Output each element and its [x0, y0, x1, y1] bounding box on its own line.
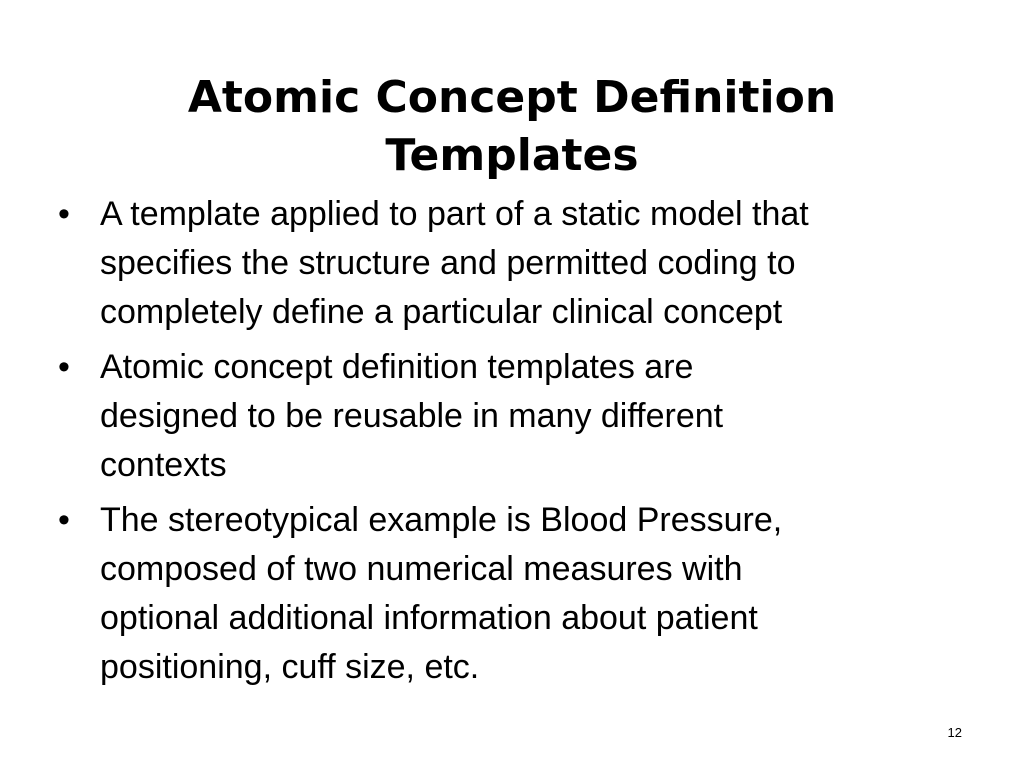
bullet-item [58, 190, 968, 337]
bullet-line: contexts [100, 446, 227, 484]
bullet-text [100, 190, 968, 337]
bullet-line: composed of two numerical measures with [100, 550, 743, 588]
bullet-line: positioning, cuff size, etc. [100, 648, 480, 686]
title-line: Templates [385, 130, 639, 182]
bullet-line: designed to be reusable in many different [100, 397, 724, 435]
slide-title [100, 69, 924, 185]
bullet-icon: • [58, 195, 70, 233]
title-line: Atomic Concept Definition [187, 72, 837, 124]
bullet-line: The stereotypical example is Blood Pressure, [100, 501, 783, 539]
bullet-item [58, 343, 968, 490]
bullet-line: specifies the structure and permitted coding to [100, 244, 796, 282]
bullet-list [58, 190, 968, 698]
bullet-icon: • [58, 501, 70, 539]
bullet-line: completely define a particular clinical concept [100, 293, 783, 331]
bullet-line: Atomic concept definition templates are [100, 348, 694, 386]
bullet-icon: • [58, 348, 70, 386]
bullet-text [100, 343, 968, 490]
page-number: 12 [947, 725, 962, 740]
bullet-line: A template applied to part of a static model that [100, 195, 809, 233]
bullet-text [100, 496, 968, 692]
bullet-line: optional additional information about patient [100, 599, 758, 637]
bullet-item [58, 496, 968, 692]
